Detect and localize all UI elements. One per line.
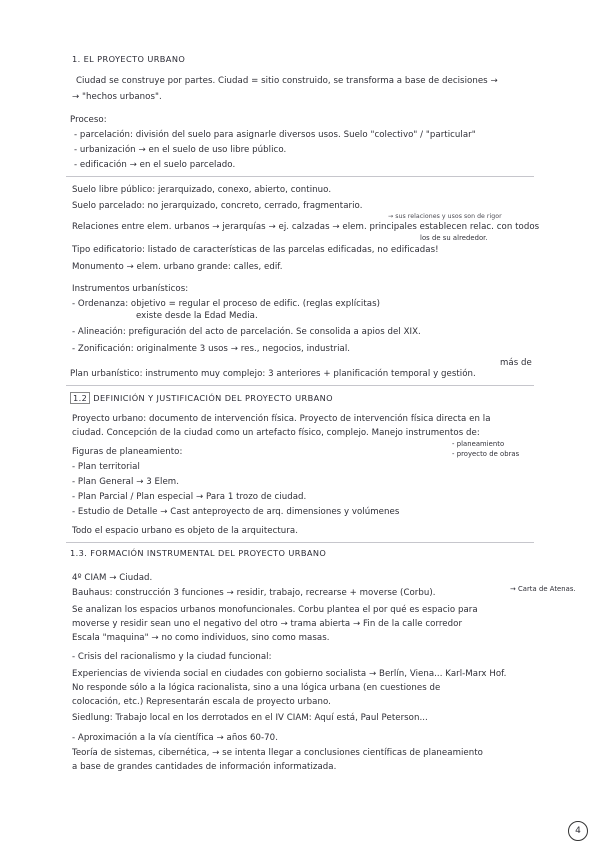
section-divider (66, 176, 534, 177)
ordenanza-line-2: existe desde la Edad Media. (136, 311, 258, 321)
section-1-2-heading (70, 392, 333, 404)
proceso-item-3: - edificación → en el suelo parcelado. (74, 160, 236, 170)
relaciones-line-1: Relaciones entre elem. urbanos → jerarquías → ej. calzadas → elem. principales establecen relac. con todos (72, 222, 540, 232)
experiencias-line-2: No responde sólo a la lógica racionalista, sino a una lógica urbana (en cuestiones de (72, 683, 441, 693)
alineacion: - Alineación: prefiguración del acto de parcelación. Se consolida a apios del XIX. (72, 327, 421, 337)
relaciones-line-2: los de su alrededor. (420, 234, 488, 242)
proyecto-urbano-line-1: Proyecto urbano: documento de intervención física. Proyecto de intervención física directa en la (72, 414, 491, 424)
figura-plan-territorial: - Plan territorial (72, 462, 140, 472)
section-divider (66, 542, 534, 543)
carta-atenas-note: → Carta de Atenas. (510, 585, 576, 593)
section-1-2-number: 1.2 (70, 392, 90, 404)
plan-urbanistico: Plan urbanístico: instrumento muy complejo: 3 anteriores + planificación temporal y gestión. (70, 369, 476, 379)
intro-line-2: → "hechos urbanos". (72, 92, 162, 102)
experiencias-line-3: colocación, etc.) Representarán escala de proyecto urbano. (72, 697, 331, 707)
teoria-sistemas-line-1: Teoría de sistemas, cibernética, → se intenta llegar a conclusiones científicas de planeamiento (72, 748, 483, 758)
ciam: 4º CIAM → Ciudad. (72, 573, 153, 583)
section-divider (66, 385, 534, 386)
proceso-item-1: - parcelación: división del suelo para asignarle diversos usos. Suelo "colectivo" / "particular" (74, 130, 476, 140)
figura-plan-parcial: - Plan Parcial / Plan especial → Para 1 trozo de ciudad. (72, 492, 307, 502)
figura-plan-general: - Plan General → 3 Elem. (72, 477, 179, 487)
proceso-label: Proceso: (70, 115, 107, 125)
intro-line-1: Ciudad se construye por partes. Ciudad = sitio construido, se transforma a base de decisiones → (76, 76, 498, 86)
todo-espacio-urbano: Todo el espacio urbano es objeto de la arquitectura. (72, 526, 298, 536)
bullet-planeamiento: - planeamiento (452, 440, 505, 448)
siedlung: Siedlung: Trabajo local en los derrotados en el IV CIAM: Aquí está, Paul Peterson... (72, 713, 428, 723)
proyecto-urbano-line-2: ciudad. Concepción de la ciudad como un artefacto físico, complejo. Manejo instrumentos de: (72, 428, 480, 438)
suelo-libre: Suelo libre público: jerarquizado, conexo, abierto, continuo. (72, 185, 332, 195)
suelo-parcelado: Suelo parcelado: no jerarquizado, concreto, cerrado, fragmentario. (72, 201, 363, 211)
proceso-item-2: - urbanización → en el suelo de uso libre público. (74, 145, 287, 155)
tipo-edificatorio: Tipo edificatorio: listado de características de las parcelas edificadas, no edificadas! (72, 245, 439, 255)
aproximacion-cientifica: - Aproximación a la vía científica → años 60-70. (72, 733, 278, 743)
zonificacion: - Zonificación: originalmente 3 usos → res., negocios, industrial. (72, 344, 351, 354)
section-1-3-title: 1.3. FORMACIÓN INSTRUMENTAL DEL PROYECTO URBANO (70, 548, 327, 558)
bauhaus-line-1: Bauhaus: construcción 3 funciones → residir, trabajo, recrearse + moverse (Corbu). (72, 588, 436, 598)
monumento: Monumento → elem. urbano grande: calles, edif. (72, 262, 283, 272)
bullet-proyecto-obras: - proyecto de obras (452, 450, 520, 458)
escala-maquina: Escala "maquina" → no como individuos, sino como masas. (72, 633, 330, 643)
figura-estudio-detalle: - Estudio de Detalle → Cast anteproyecto de arq. dimensiones y volúmenes (72, 507, 400, 517)
bauhaus-line-3: moverse y residir sean uno el negativo del otro → trama abierta → Fin de la calle corredor (72, 619, 463, 629)
ordenanza-line-1: - Ordenanza: objetivo = regular el proceso de edific. (reglas explícitas) (72, 299, 381, 309)
figuras-label: Figuras de planeamiento: (72, 447, 183, 457)
page-number: 4 (568, 821, 588, 841)
side-note-relaciones: → sus relaciones y usos son de rigor (388, 213, 502, 220)
crisis-racionalismo: - Crisis del racionalismo y la ciudad funcional: (72, 652, 272, 662)
teoria-sistemas-line-2: a base de grandes cantidades de información informatizada. (72, 762, 337, 772)
experiencias-line-1: Experiencias de vivienda social en ciudades con gobierno socialista → Berlín, Viena... Karl-Marx Hof. (72, 669, 507, 679)
instrumentos-label: Instrumentos urbanísticos: (72, 284, 189, 294)
bauhaus-line-2: Se analizan los espacios urbanos monofuncionales. Corbu plantea el por qué es espacio para (72, 605, 478, 615)
mas-de-note: más de (500, 358, 532, 368)
section-1-title: 1. EL PROYECTO URBANO (72, 54, 186, 64)
section-1-2-title: DEFINICIÓN Y JUSTIFICACIÓN DEL PROYECTO URBANO (93, 393, 333, 403)
